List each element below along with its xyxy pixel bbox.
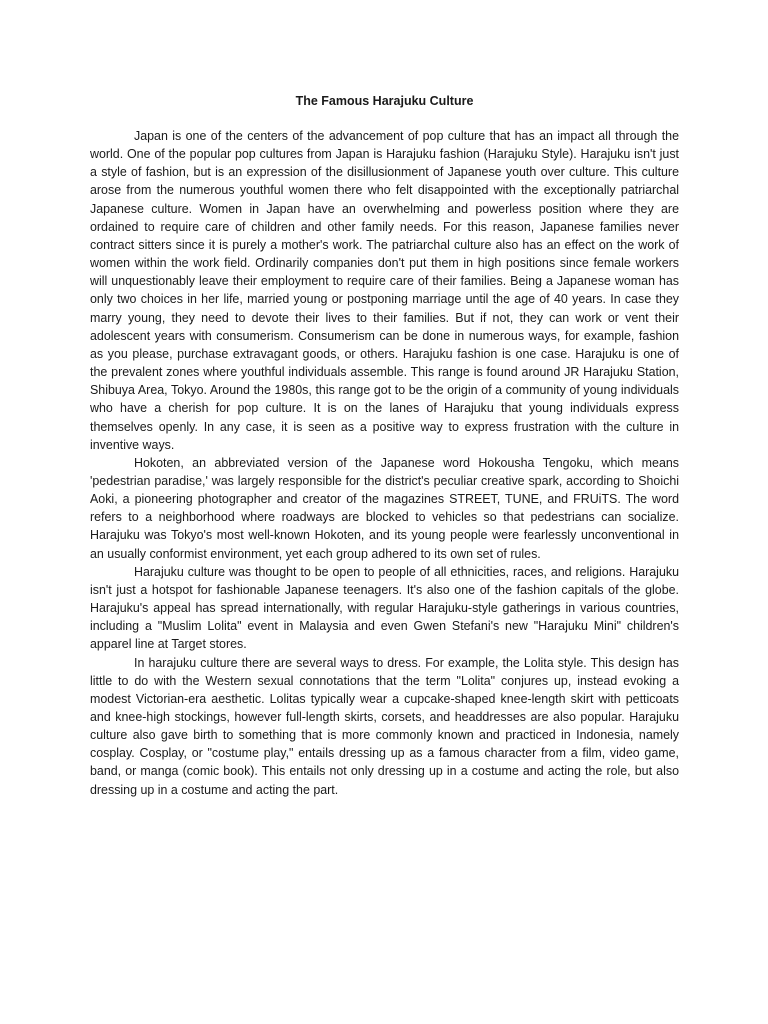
document-title: The Famous Harajuku Culture xyxy=(295,94,474,108)
document-page xyxy=(90,93,679,799)
paragraph-4: In harajuku culture there are several ways to dress. For example, the Lolita style. This design has little to do with the Western sexual connotations that the term "Lolita" conjures up, instead evoking a modest Victorian-era aesthetic. Lolitas typically wear a cupcake-shaped knee-length skirt with petticoats and knee-high stockings, however full-length skirts, corsets, and headdresses are also popular. Harajuku culture also gave birth to something that is more commonly known and practiced in Indonesia, namely cosplay. Cosplay, or "costume play," entails dressing up as a famous character from a film, video game, band, or manga (comic book). This entails not only dressing up in a costume and acting the role, but also dressing up in a costume and acting the part. xyxy=(90,655,679,797)
paragraph-1: Japan is one of the centers of the advancement of pop culture that has an impact all through the world. One of the popular pop cultures from Japan is Harajuku fashion (Harajuku Style). Harajuku isn't just a style of fashion, but is an expression of the disillusionment of Japanese youth over culture. This culture arose from the numerous youthful women there who felt disappointed with the exceptionally patriarchal Japanese culture. Women in Japan have an overwhelming and powerless position where they are ordained to require care of children and other family needs. For this reason, Japanese families never contract sitters since it is purely a mother's work. The patriarchal culture also has an effect on the work of women within the work field. Ordinarily companies don't put them in high positions since female workers will unquestionably leave their employment to require care of their families. Being a Japanese woman has only two choices in her life, married young or postponing marriage until the age of 40 years. In case they marry young, they need to devote their lives to their families. But if not, they can work or vent their adolescent years with consumerism. Consumerism can be done in numerous ways, for example, fashion as you please, purchase extravagant goods, or others. Harajuku fashion is one case. Harajuku is one of the prevalent zones where youthful individuals assemble. This range is found around JR Harajuku Station, Shibuya Area, Tokyo. Around the 1980s, this range got to be the origin of a community of young individuals who have a cherish for pop culture. It is on the lanes of Harajuku that young individuals express themselves openly. In any case, it is seen as a positive way to express frustration with the culture in inventive ways. xyxy=(90,129,679,452)
paragraph-2: Hokoten, an abbreviated version of the Japanese word Hokousha Tengoku, which means 'pedestrian paradise,' was largely responsible for the district's peculiar creative spark, according to Shoichi Aoki, a pioneering photographer and creator of the magazines STREET, TUNE, and FRUiTS. The word refers to a neighborhood where roadways are blocked to vehicles so that pedestrians can socialize. Harajuku was Tokyo's most well-known Hokoten, and its young people were fearlessly unconventional in an usually conformist environment, yet each group adhered to its own set of rules. xyxy=(90,455,679,561)
paragraph-3: Harajuku culture was thought to be open to people of all ethnicities, races, and religions. Harajuku isn't just a hotspot for fashionable Japanese teenagers. It's also one of the fashion capitals of the globe. Harajuku's appeal has spread internationally, with regular Harajuku-style gatherings in various countries, including a "Muslim Lolita" event in Malaysia and even Gwen Stefani's new "Harajuku Mini" children's apparel line at Target stores. xyxy=(90,564,679,652)
